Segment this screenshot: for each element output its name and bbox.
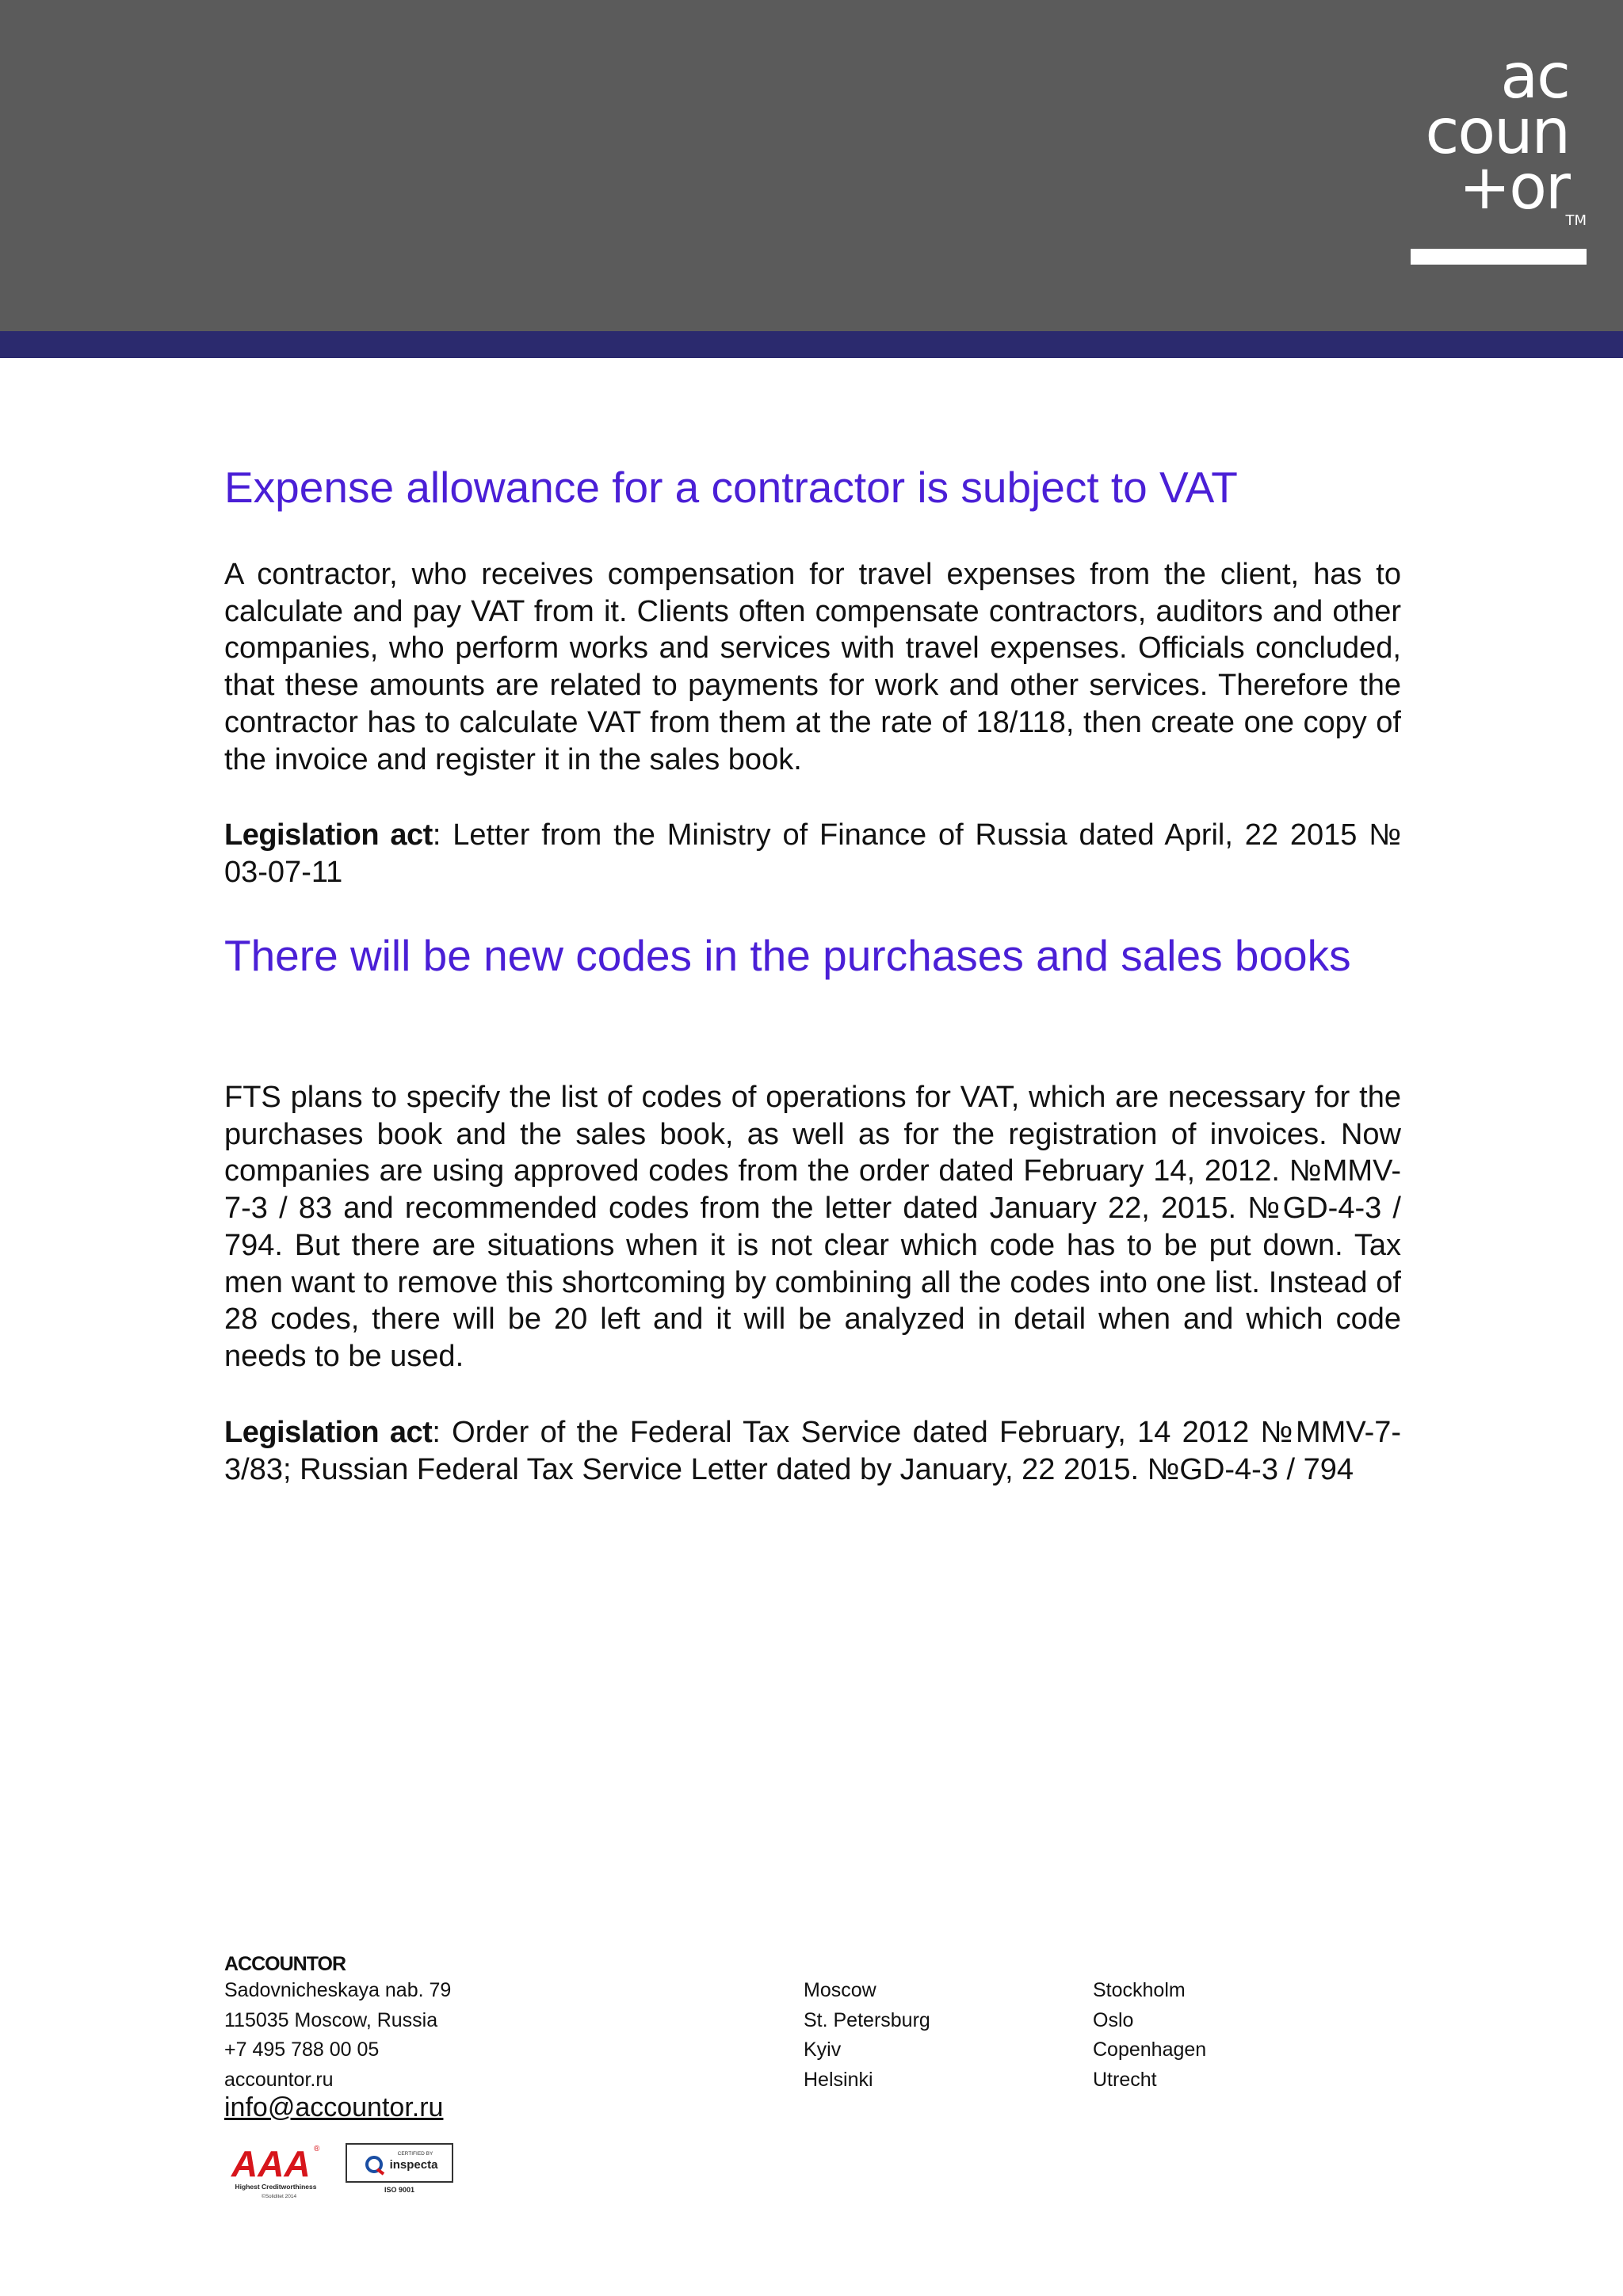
address-street: Sadovnicheskaya nab. 79 bbox=[224, 1979, 452, 2001]
article-1-body-wrap bbox=[224, 556, 1401, 778]
header-band bbox=[0, 0, 1623, 331]
iso-top: CERTIFIED BY bbox=[397, 2151, 433, 2157]
legislation-label: Legislation act bbox=[224, 1416, 433, 1449]
city-item: Helsinki bbox=[804, 2068, 873, 2091]
footer-cities-1 bbox=[804, 1976, 930, 2095]
article-1-title: Expense allowance for a contractor is subject to VAT bbox=[224, 463, 1238, 512]
address-city: 115035 Moscow, Russia bbox=[224, 2008, 438, 2031]
aaa-creditworthiness-badge bbox=[228, 2142, 323, 2202]
city-item: Utrecht bbox=[1093, 2068, 1157, 2091]
article-1-title-wrap bbox=[224, 460, 1401, 515]
accountor-logo bbox=[1409, 41, 1587, 265]
article-1-body: A contractor, who receives compensation for travel expenses from the client, has to calculate and pay VAT from it. Clients often compensate contractors, auditors and other companies, who perform works and services with travel expenses. Officials concluded, that these amounts are related to payments for work and other services. Therefore the contractor has to calculate VAT from them at the rate of 18/118, then create one copy of the invoice and register it in the sales book. bbox=[224, 558, 1401, 776]
article-2-legislation bbox=[224, 1414, 1401, 1488]
article-2-body: FTS plans to specify the list of codes of operations for VAT, which are necessary for the purchases book and the sales book, as well as for the registration of invoices. Now companies are using approved codes from the order dated February 14, 2012. №MMV-7-3 / 83 and recommended codes from the letter dated January 22, 2015. №GD-4-3 / 794. But there are situations when it is not clear which code has to be put down. Tax men want to remove this shortcoming by combining all the codes into one list. Instead of 28 codes, there will be 20 left and it will be analyzed in detail when and which code needs to be used. bbox=[224, 1081, 1401, 1373]
header-stripe bbox=[0, 331, 1623, 358]
article-1-legislation bbox=[224, 817, 1401, 891]
inspecta-iso-badge bbox=[346, 2143, 453, 2194]
city-item: St. Petersburg bbox=[804, 2008, 930, 2031]
city-item: Oslo bbox=[1093, 2008, 1134, 2031]
aaa-mark: AAA bbox=[231, 2143, 311, 2184]
article-2-title-wrap bbox=[224, 928, 1381, 983]
legislation-label: Legislation act bbox=[224, 818, 433, 852]
iso-bottom: ISO 9001 bbox=[384, 2186, 415, 2194]
aaa-sub: ©Soliditet 2014 bbox=[261, 2194, 297, 2199]
article-2-body-wrap bbox=[224, 1079, 1401, 1375]
city-item: Copenhagen bbox=[1093, 2039, 1207, 2061]
logo-trademark: TM bbox=[1565, 212, 1587, 229]
address-phone: +7 495 788 00 05 bbox=[224, 2039, 380, 2061]
aaa-caption: Highest Creditworthiness bbox=[235, 2183, 317, 2191]
footer-company: ACCOUNTOR bbox=[224, 1953, 346, 1975]
legislation-text: : Order of the Federal Tax Service dated February, 14 2012 №MMV-7-3/83; Russian Federal Tax Service Letter dated by January, 22 2015. №GD-4-3 / 794 bbox=[224, 1416, 1402, 1486]
iso-name: inspecta bbox=[389, 2158, 438, 2172]
logo-line-3: +or bbox=[1458, 152, 1569, 223]
footer-email-link[interactable]: info@accountor.ru bbox=[224, 2092, 444, 2122]
svg-text:®: ® bbox=[314, 2145, 320, 2153]
legislation-text: : Letter from the Ministry of Finance of Russia dated April, 22 2015 № 03-07-11 bbox=[224, 818, 1401, 889]
logo-underline-bar bbox=[1411, 249, 1587, 265]
footer-cities-2 bbox=[1093, 1976, 1206, 2095]
city-item: Stockholm bbox=[1093, 1979, 1186, 2001]
footer-address bbox=[224, 1976, 451, 2095]
city-item: Kyiv bbox=[804, 2039, 842, 2061]
city-item: Moscow bbox=[804, 1979, 876, 2001]
logo-line-2: coun bbox=[1425, 97, 1569, 168]
article-2-title: There will be new codes in the purchases and sales books bbox=[224, 931, 1351, 980]
logo-line-1: ac bbox=[1500, 41, 1569, 113]
address-website[interactable]: accountor.ru bbox=[224, 2068, 334, 2091]
